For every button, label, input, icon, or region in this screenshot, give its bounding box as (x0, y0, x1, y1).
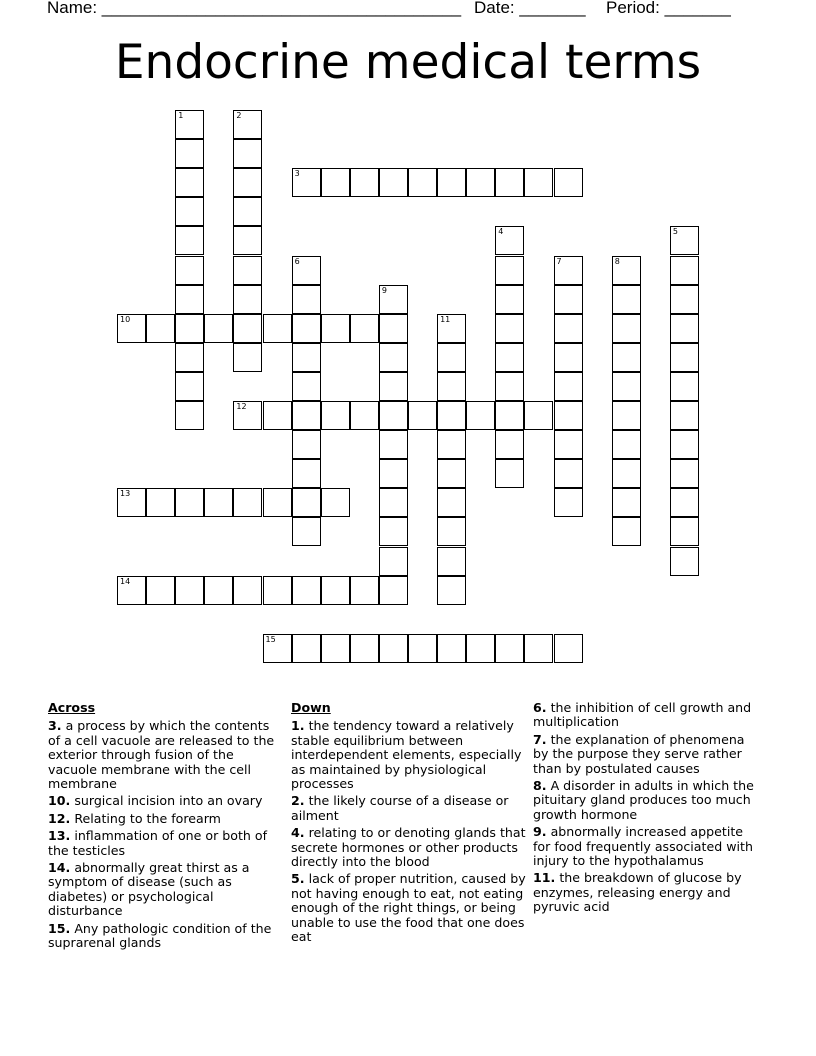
clue-number: 15 (265, 634, 276, 644)
grid-cell[interactable] (612, 285, 641, 314)
grid-cell[interactable] (379, 517, 408, 546)
grid-cell[interactable] (554, 285, 583, 314)
grid-cell[interactable] (292, 372, 321, 401)
clue-item-text: the breakdown of glucose by enzymes, releasing energy and pyruvic acid (533, 870, 742, 915)
grid-cell[interactable] (175, 576, 204, 605)
grid-cell[interactable] (554, 314, 583, 343)
grid-cell[interactable] (466, 401, 495, 430)
grid-cell[interactable] (263, 576, 292, 605)
grid-cell[interactable] (670, 459, 699, 488)
name-field-label: Name: ______________________________________ (47, 0, 462, 17)
grid-cell[interactable] (263, 314, 292, 343)
grid-cell[interactable] (612, 343, 641, 372)
grid-cell[interactable] (670, 401, 699, 430)
clue-item-number: 14. (48, 860, 71, 876)
grid-cell[interactable] (612, 488, 641, 517)
grid-cell[interactable] (524, 168, 553, 197)
grid-cell[interactable] (233, 285, 262, 314)
grid-cell[interactable] (408, 168, 437, 197)
grid-cell[interactable] (175, 314, 204, 343)
grid-cell[interactable] (175, 256, 204, 285)
grid-cell[interactable] (292, 430, 321, 459)
grid-cell[interactable] (466, 168, 495, 197)
grid-cell[interactable] (175, 110, 204, 139)
grid-cell[interactable] (554, 459, 583, 488)
clue-item (533, 733, 763, 776)
grid-cell[interactable] (175, 197, 204, 226)
grid-cell[interactable] (554, 634, 583, 663)
grid-cell[interactable] (117, 488, 146, 517)
grid-cell[interactable] (321, 488, 350, 517)
grid-cell[interactable] (437, 517, 466, 546)
grid-cell[interactable] (437, 488, 466, 517)
clue-item-text: A disorder in adults in which the pituitary gland produces too much growth hormone (533, 778, 754, 822)
grid-cell[interactable] (350, 634, 379, 663)
down-clues-column-1 (291, 701, 527, 948)
grid-cell[interactable] (612, 372, 641, 401)
date-field-label: Date: _______ (474, 0, 586, 17)
clue-item-text: the explanation of phenomena by the purpose they serve rather than by postulated causes (533, 731, 745, 776)
grid-cell[interactable] (117, 314, 146, 343)
clue-item (291, 826, 527, 869)
grid-cell[interactable] (408, 401, 437, 430)
clue-item-text: a process by which the contents of a cell vacuole are released to the exterior through fusion of the vacuole membrane with the cell membrane (48, 718, 275, 792)
clue-item-number: 5. (291, 871, 305, 887)
grid-cell[interactable] (524, 634, 553, 663)
grid-cell[interactable] (175, 488, 204, 517)
grid-cell[interactable] (437, 372, 466, 401)
grid-cell[interactable] (204, 576, 233, 605)
clue-item (533, 701, 763, 730)
grid-cell[interactable] (379, 372, 408, 401)
grid-cell[interactable] (233, 343, 262, 372)
clue-item (533, 825, 763, 868)
grid-cell[interactable] (670, 285, 699, 314)
grid-cell[interactable] (612, 459, 641, 488)
grid-cell[interactable] (379, 285, 408, 314)
grid-cell[interactable] (554, 256, 583, 285)
grid-cell[interactable] (175, 226, 204, 255)
grid-cell[interactable] (146, 576, 175, 605)
grid-cell[interactable] (437, 459, 466, 488)
grid-cell[interactable] (670, 226, 699, 255)
grid-cell[interactable] (263, 634, 292, 663)
grid-cell[interactable] (233, 168, 262, 197)
clue-item-text: the likely course of a disease or ailment (291, 793, 509, 823)
clue-item-number: 7. (533, 731, 547, 747)
clue-number: 7 (556, 256, 562, 266)
clue-number: 6 (294, 256, 300, 266)
grid-cell[interactable] (263, 401, 292, 430)
grid-cell[interactable] (292, 285, 321, 314)
grid-cell[interactable] (495, 226, 524, 255)
clue-number: 10 (120, 314, 131, 324)
down-clues-column-2 (533, 701, 763, 918)
down-heading: Down (291, 700, 331, 715)
clue-item (533, 871, 763, 914)
grid-cell[interactable] (292, 343, 321, 372)
grid-cell[interactable] (379, 547, 408, 576)
grid-cell[interactable] (437, 576, 466, 605)
clue-number: 1 (178, 111, 184, 120)
clue-item-text: surgical incision into an ovary (70, 793, 263, 809)
grid-cell[interactable] (146, 488, 175, 517)
grid-cell[interactable] (321, 576, 350, 605)
clue-item (48, 861, 276, 919)
clue-number: 2 (236, 111, 242, 120)
grid-cell[interactable] (495, 430, 524, 459)
grid-cell[interactable] (175, 285, 204, 314)
grid-cell[interactable] (292, 314, 321, 343)
clue-number: 4 (498, 227, 504, 237)
grid-cell[interactable] (117, 576, 146, 605)
grid-cell[interactable] (554, 401, 583, 430)
clue-item (48, 922, 276, 951)
grid-cell[interactable] (350, 401, 379, 430)
across-clues-column (48, 701, 276, 954)
clue-item (48, 794, 276, 808)
grid-cell[interactable] (175, 372, 204, 401)
down-clue-list-1 (291, 719, 527, 944)
grid-cell[interactable] (292, 517, 321, 546)
clue-number: 12 (236, 402, 247, 411)
clue-item (291, 794, 527, 823)
grid-cell[interactable] (670, 343, 699, 372)
clue-item (48, 812, 276, 826)
grid-cell[interactable] (204, 314, 233, 343)
puzzle-title: Endocrine medical terms (114, 35, 702, 90)
grid-cell[interactable] (495, 634, 524, 663)
across-clue-list (48, 719, 276, 950)
clue-item-text: the inhibition of cell growth and multiplication (533, 700, 752, 730)
grid-cell[interactable] (292, 401, 321, 430)
clue-item-number: 6. (533, 700, 547, 715)
grid-cell[interactable] (233, 256, 262, 285)
clue-item-text: Relating to the forearm (70, 810, 221, 826)
grid-cell[interactable] (233, 110, 262, 139)
grid-cell[interactable] (379, 488, 408, 517)
grid-cell[interactable] (292, 459, 321, 488)
grid-cell[interactable] (175, 401, 204, 430)
grid-cell[interactable] (292, 488, 321, 517)
grid-cell[interactable] (350, 168, 379, 197)
grid-cell[interactable] (175, 139, 204, 168)
grid-cell[interactable] (437, 343, 466, 372)
clue-item (291, 719, 527, 791)
grid-cell[interactable] (321, 314, 350, 343)
clue-item-number: 15. (48, 920, 71, 936)
grid-cell[interactable] (554, 372, 583, 401)
grid-cell[interactable] (554, 430, 583, 459)
across-heading: Across (48, 700, 96, 715)
clue-item-text: the tendency toward a relatively stable equilibrium between interdependent elements, especially as maintained by physiological processes (291, 718, 522, 792)
clue-item-number: 8. (533, 778, 547, 794)
grid-cell[interactable] (612, 401, 641, 430)
clue-item-number: 2. (291, 793, 305, 809)
clue-item-number: 12. (48, 810, 71, 826)
grid-cell[interactable] (437, 401, 466, 430)
grid-cell[interactable] (379, 576, 408, 605)
clue-item (48, 829, 276, 858)
clue-item-number: 3. (48, 718, 62, 734)
grid-cell[interactable] (612, 314, 641, 343)
clue-item-text: abnormally great thirst as a symptom of disease (such as diabetes) or psychological disturbance (48, 860, 250, 919)
clue-item-number: 9. (533, 824, 547, 840)
grid-cell[interactable] (437, 430, 466, 459)
grid-cell[interactable] (437, 634, 466, 663)
grid-cell[interactable] (495, 168, 524, 197)
grid-cell[interactable] (437, 547, 466, 576)
grid-cell[interactable] (233, 139, 262, 168)
grid-cell[interactable] (379, 314, 408, 343)
grid-cell[interactable] (612, 517, 641, 546)
grid-cell[interactable] (495, 401, 524, 430)
grid-cell[interactable] (670, 314, 699, 343)
grid-cell[interactable] (292, 168, 321, 197)
clue-item-text: lack of proper nutrition, caused by not having enough to eat, not eating enough of the right things, or being unable to use the food that one does eat (291, 871, 526, 945)
grid-cell[interactable] (524, 401, 553, 430)
down-clue-list-2 (533, 701, 763, 915)
grid-cell[interactable] (670, 517, 699, 546)
grid-cell[interactable] (554, 488, 583, 517)
clue-item-number: 13. (48, 828, 71, 844)
grid-cell[interactable] (263, 488, 292, 517)
clue-item-text: relating to or denoting glands that secrete hormones or other products directly into the blood (291, 825, 526, 870)
grid-cell[interactable] (408, 634, 437, 663)
grid-cell[interactable] (379, 634, 408, 663)
grid-cell[interactable] (670, 547, 699, 576)
grid-cell[interactable] (379, 168, 408, 197)
grid-cell[interactable] (175, 168, 204, 197)
grid-cell[interactable] (292, 634, 321, 663)
grid-cell[interactable] (495, 372, 524, 401)
clue-item-number: 1. (291, 718, 305, 734)
grid-cell[interactable] (495, 256, 524, 285)
grid-cell[interactable] (233, 226, 262, 255)
grid-cell[interactable] (321, 401, 350, 430)
grid-cell[interactable] (670, 488, 699, 517)
grid-cell[interactable] (233, 488, 262, 517)
grid-cell[interactable] (233, 401, 262, 430)
grid-cell[interactable] (554, 343, 583, 372)
clue-number: 9 (381, 285, 387, 295)
grid-cell[interactable] (554, 168, 583, 197)
grid-cell[interactable] (175, 343, 204, 372)
clue-item-number: 4. (291, 825, 305, 841)
clue-number: 5 (672, 227, 678, 237)
grid-cell[interactable] (612, 256, 641, 285)
grid-cell[interactable] (204, 488, 233, 517)
clue-item (48, 719, 276, 791)
grid-cell[interactable] (379, 343, 408, 372)
grid-cell[interactable] (495, 343, 524, 372)
grid-cell[interactable] (437, 314, 466, 343)
grid-cell[interactable] (495, 285, 524, 314)
grid-cell[interactable] (670, 372, 699, 401)
grid-cell[interactable] (437, 168, 466, 197)
clue-number: 14 (120, 576, 131, 586)
grid-cell[interactable] (233, 314, 262, 343)
period-field-label: Period: _______ (606, 0, 731, 17)
clue-number: 11 (440, 314, 451, 324)
grid-cell[interactable] (292, 256, 321, 285)
grid-cell[interactable] (350, 314, 379, 343)
clue-number: 13 (120, 489, 131, 499)
clue-item-number: 10. (48, 793, 71, 809)
grid-cell[interactable] (350, 576, 379, 605)
grid-cell[interactable] (670, 256, 699, 285)
grid-cell[interactable] (321, 634, 350, 663)
grid-cell[interactable] (146, 314, 175, 343)
clue-item-text: Any pathologic condition of the suprarenal glands (48, 920, 272, 951)
clue-item-text: abnormally increased appetite for food frequently associated with injury to the hypothalamus (533, 824, 753, 869)
grid-cell[interactable] (495, 314, 524, 343)
clue-item-text: inflammation of one or both of the testicles (48, 828, 268, 858)
grid-cell[interactable] (233, 197, 262, 226)
grid-cell[interactable] (670, 430, 699, 459)
grid-cell[interactable] (292, 576, 321, 605)
grid-cell[interactable] (466, 634, 495, 663)
grid-cell[interactable] (233, 576, 262, 605)
clue-item (533, 779, 763, 822)
grid-cell[interactable] (379, 430, 408, 459)
clue-number: 3 (294, 169, 300, 179)
grid-cell[interactable] (379, 401, 408, 430)
grid-cell[interactable] (612, 430, 641, 459)
grid-cell[interactable] (379, 459, 408, 488)
grid-cell[interactable] (495, 459, 524, 488)
clue-number: 8 (614, 256, 620, 266)
grid-cell[interactable] (321, 168, 350, 197)
clue-item-number: 11. (533, 870, 556, 886)
clue-item (291, 872, 527, 944)
